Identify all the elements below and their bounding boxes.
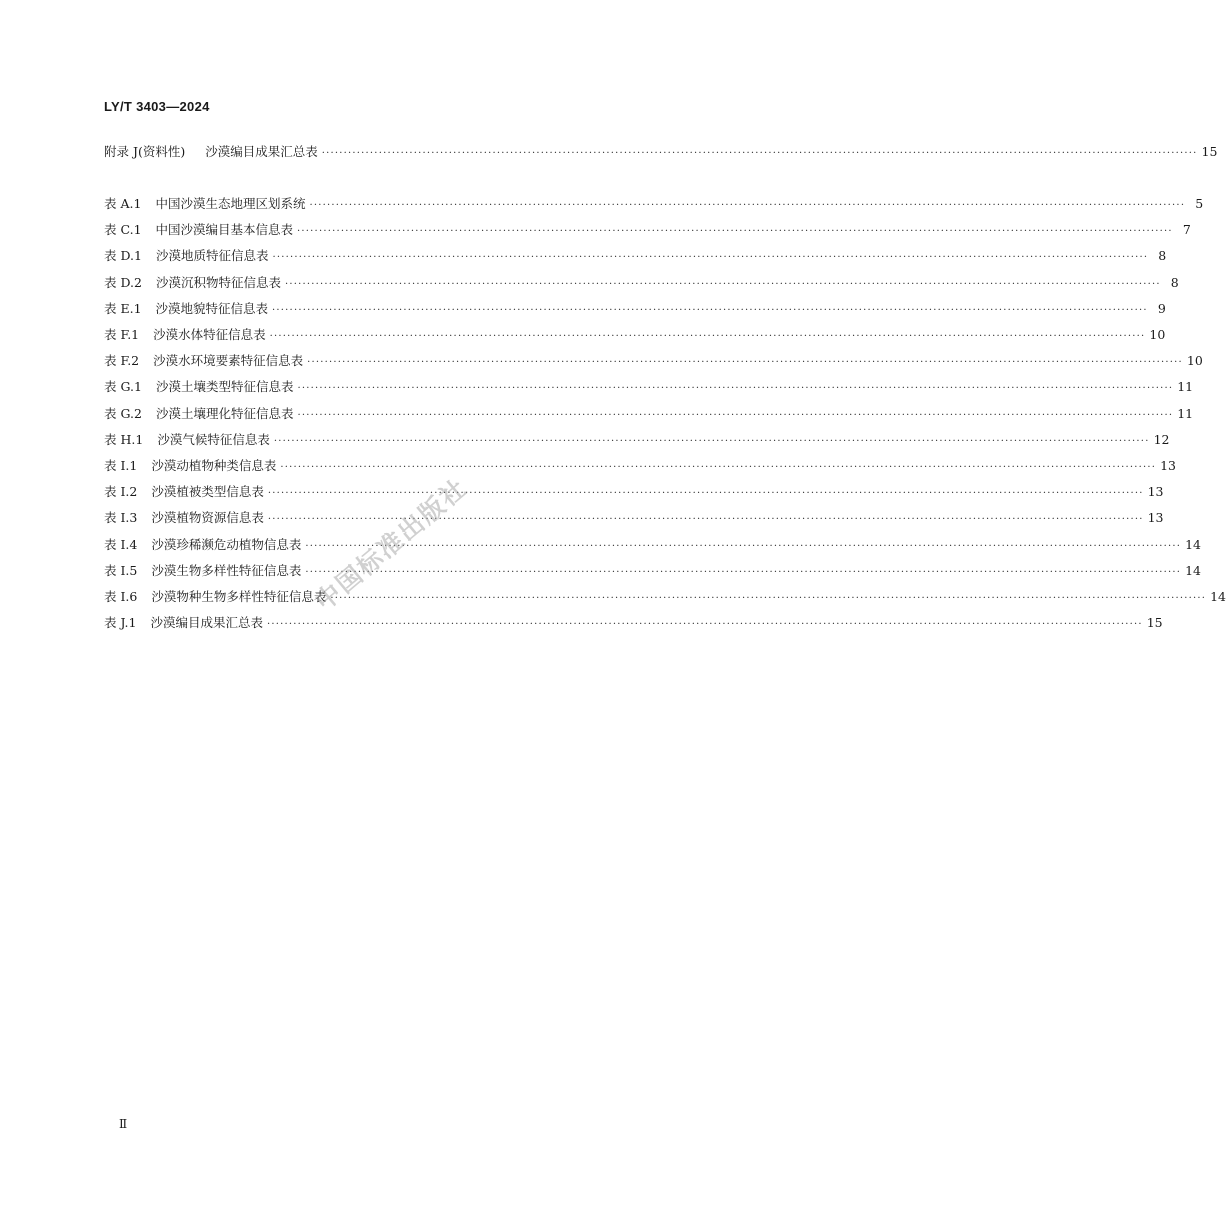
toc-entry-label: 附录 J(资料性) <box>104 144 186 159</box>
toc-leader-dots: ········································································································································································································ <box>272 252 1149 264</box>
toc-entry-label: 表 I.5 <box>104 562 138 578</box>
toc-entry-appendix-j[interactable] <box>104 142 1218 162</box>
document-id: LY/T 3403—2024 <box>104 99 210 114</box>
toc-entry-page: 14 <box>1210 589 1226 604</box>
toc-entry-table[interactable] <box>104 613 1163 633</box>
toc-entry-title: 沙漠生物多样性特征信息表 <box>151 562 302 578</box>
toc-leader-dots: ········································································································································································································ <box>280 462 1157 473</box>
toc-leader-dots: ········································································································································································································ <box>297 409 1174 421</box>
toc-entry-table[interactable] <box>104 456 1177 476</box>
toc-entry-title: 沙漠水体特征信息表 <box>153 327 266 342</box>
toc-entry-label: 表 I.1 <box>104 458 138 473</box>
toc-leader-dots: ········································································································································································································ <box>305 566 1182 578</box>
toc-entry-table[interactable] <box>104 246 1167 266</box>
toc-entry-title: 沙漠编目成果汇总表 <box>205 144 318 159</box>
toc-entry-table[interactable] <box>104 194 1204 214</box>
toc-entry-title: 沙漠编目成果汇总表 <box>150 615 263 631</box>
toc-entry-table[interactable] <box>104 377 1194 397</box>
toc-entry-page: 15 <box>1146 615 1163 631</box>
toc-leader-dots: ········································································································································································································ <box>272 304 1148 316</box>
toc-entry-page: 11 <box>1177 379 1194 395</box>
toc-entry-title: 沙漠水环境要素特征信息表 <box>153 353 304 369</box>
toc-entry-label: 表 A.1 <box>104 196 142 211</box>
toc-leader-dots: ········································································································································································································ <box>285 278 1161 290</box>
toc-leader-dots: ········································································································································································································ <box>266 619 1143 631</box>
toc-entry-page: 11 <box>1177 405 1194 421</box>
publisher-watermark: 中国标准出版社 <box>309 472 474 617</box>
toc-leader-dots: ········································································································································································································ <box>297 226 1173 238</box>
toc-entry-label: 表 D.1 <box>104 248 142 264</box>
toc-entry-label: 表 F.2 <box>104 353 140 369</box>
page-number: Ⅱ <box>119 1117 128 1131</box>
toc-entry-title: 沙漠土壤理化特征信息表 <box>155 405 294 421</box>
toc-leader-dots: ········································································································································································································ <box>305 540 1182 552</box>
toc-entry-page: 7 <box>1182 222 1191 238</box>
toc-entry-title: 中国沙漠生态地理区划系统 <box>155 196 306 211</box>
toc-entry-title: 沙漠沉积物特征信息表 <box>155 274 281 290</box>
toc-entry-page: 9 <box>1157 300 1166 316</box>
toc-entry-label: 表 I.4 <box>104 536 138 552</box>
toc-entry-table[interactable] <box>104 299 1166 319</box>
toc-entry-label: 表 H.1 <box>104 431 144 447</box>
toc-entry-page: 13 <box>1160 458 1177 473</box>
toc-leader-dots: ········································································································································································································ <box>309 200 1186 211</box>
toc-entry-table[interactable] <box>104 587 1226 607</box>
toc-entry-label: 表 E.1 <box>104 300 142 316</box>
toc-entry-page: 13 <box>1147 484 1164 500</box>
toc-leader-dots: ········································································································································································································ <box>307 357 1183 369</box>
toc-entry-label: 表 G.2 <box>104 405 142 421</box>
toc-entry-page: 10 <box>1149 327 1166 342</box>
toc-entry-label: 表 I.2 <box>104 484 138 500</box>
toc-entry-page: 14 <box>1185 536 1202 552</box>
toc-entry-title: 沙漠珍稀濒危动植物信息表 <box>151 536 302 552</box>
toc-entry-label: 表 D.2 <box>104 274 142 290</box>
toc-entry-table[interactable] <box>104 535 1202 555</box>
toc-leader-dots: ········································································································································································································ <box>273 435 1150 447</box>
toc-entry-label: 表 I.6 <box>104 589 138 604</box>
toc-entry-label: 表 C.1 <box>104 222 142 238</box>
toc-entry-title: 沙漠植物资源信息表 <box>151 510 264 526</box>
toc-entry-table[interactable] <box>104 220 1191 240</box>
toc-entry-page: 14 <box>1185 562 1202 578</box>
toc-entry-title: 沙漠动植物种类信息表 <box>151 458 277 473</box>
toc-leader-dots: ········································································································································································································ <box>269 331 1146 342</box>
toc-entry-label: 表 G.1 <box>104 379 142 395</box>
toc-entry-label: 表 F.1 <box>104 327 140 342</box>
toc-entry-page: 8 <box>1170 274 1179 290</box>
toc-entry-table[interactable] <box>104 404 1194 424</box>
toc-entry-title: 沙漠地质特征信息表 <box>155 248 269 264</box>
toc-entry-label: 表 J.1 <box>104 615 137 631</box>
toc-entry-table[interactable] <box>104 561 1202 581</box>
toc-leader-dots: ········································································································································································································ <box>297 383 1174 395</box>
toc-entry-table[interactable] <box>104 430 1170 450</box>
toc-leader-dots: ········································································································································································································ <box>321 148 1198 159</box>
toc-entry-title: 沙漠地貌特征信息表 <box>155 300 269 316</box>
toc-leader-dots: ········································································································································································································ <box>330 593 1207 604</box>
toc-entry-page: 10 <box>1186 353 1203 369</box>
toc-entry-page: 13 <box>1147 510 1164 526</box>
toc-entry-title: 沙漠土壤类型特征信息表 <box>155 379 294 395</box>
toc-entry-title: 沙漠气候特征信息表 <box>157 431 270 447</box>
toc-entry-table[interactable] <box>104 273 1179 293</box>
toc-entry-label: 表 I.3 <box>104 510 138 526</box>
toc-entry-page: 12 <box>1153 431 1170 447</box>
toc-leader-dots: ········································································································································································································ <box>267 514 1144 526</box>
toc-entry-page: 15 <box>1201 144 1218 159</box>
toc-entry-title: 中国沙漠编目基本信息表 <box>155 222 294 238</box>
toc-entry-title: 沙漠植被类型信息表 <box>151 484 264 500</box>
toc-entry-table[interactable] <box>104 325 1166 345</box>
toc-leader-dots: ········································································································································································································ <box>267 488 1144 500</box>
toc-entry-table[interactable] <box>104 351 1203 371</box>
toc-entry-title: 沙漠物种生物多样性特征信息表 <box>151 589 327 604</box>
toc-entry-page: 8 <box>1158 248 1167 264</box>
toc-entry-page: 5 <box>1195 196 1204 211</box>
